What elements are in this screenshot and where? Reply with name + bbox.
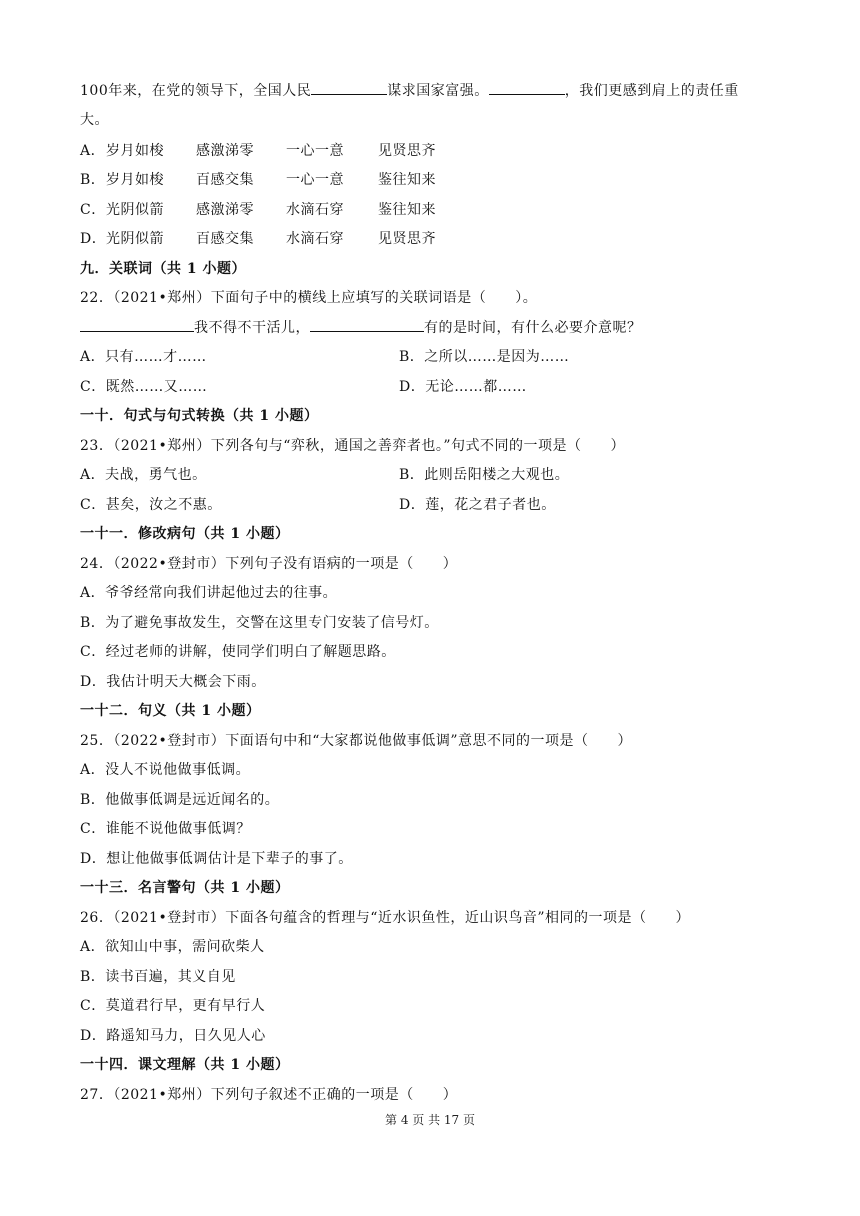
option-letter: B． [80, 172, 106, 188]
q23-options-row-1 [80, 466, 569, 484]
option-letter: A． [80, 143, 106, 159]
q21-option-d [80, 230, 436, 248]
q27-stem: 27．（2021•郑州）下列句子叙述不正确的一项是（ ） [80, 1087, 458, 1103]
q25-option-c: C．谁能不说他做事低调？ [80, 821, 251, 837]
option-item: 岁月如梭 [106, 172, 164, 188]
section-heading-13: 一十三．名言警句（共 1 小题） [80, 880, 290, 896]
q25-option-a: A．没人不说他做事低调。 [80, 762, 251, 778]
q24-option-a: A．爷爷经常向我们讲起他过去的往事。 [80, 585, 338, 601]
section-heading-11: 一十一．修改病句（共 1 小题） [80, 526, 290, 542]
q26-option-a: A．欲知山中事，需问砍柴人 [80, 939, 265, 955]
q26-option-b: B．读书百遍，其义自见 [80, 969, 236, 985]
option-item: 见贤思齐 [378, 143, 436, 159]
option-letter: D． [80, 231, 107, 247]
section-heading-14: 一十四．课文理解（共 1 小题） [80, 1057, 290, 1073]
q23-stem: 23．（2021•郑州）下列各句与“弈秋，通国之善弈者也。”句式不同的一项是（ ） [80, 438, 626, 454]
option-item: 鉴往知来 [378, 172, 436, 188]
q21-option-c [80, 201, 436, 219]
option-item: 一心一意 [286, 143, 344, 159]
q26-option-d: D．路遥知马力，日久见人心 [80, 1028, 266, 1044]
q24-option-c: C．经过老师的讲解，使同学们明白了解题思路。 [80, 644, 396, 660]
q25-option-d: D．想让他做事低调估计是下辈子的事了。 [80, 851, 353, 867]
option-item: 感激涕零 [196, 143, 254, 159]
q21-stem-line-2: 大。 [80, 112, 109, 128]
q23-options-row-2 [80, 496, 556, 514]
q25-option-b: B．他做事低调是远近闻名的。 [80, 792, 280, 808]
q22-sentence [80, 319, 642, 337]
option-item: 水滴石穿 [286, 202, 344, 218]
q22-options-row-2 [80, 378, 527, 396]
option-d: D．莲，花之君子者也。 [399, 497, 556, 513]
q21-stem-part-c: ，我们更感到肩上的责任重 [564, 83, 739, 99]
answer-blank [80, 319, 194, 332]
q26-stem: 26．（2021•登封市）下面各句蕴含的哲理与“近水识鱼性，近山识鸟音”相同的一项是（ ） [80, 910, 691, 926]
option-a: A．夫战，勇气也。 [80, 467, 207, 483]
option-item: 水滴石穿 [286, 231, 344, 247]
option-item: 一心一意 [286, 172, 344, 188]
option-b: B．之所以……是因为…… [399, 349, 570, 365]
q21-stem-part-a: 100年来，在党的领导下，全国人民 [80, 83, 312, 99]
section-heading-10: 一十．句式与句式转换（共 1 小题） [80, 408, 319, 424]
option-item: 光阴似箭 [106, 202, 164, 218]
q21-option-a [80, 142, 436, 160]
q24-option-d: D．我估计明天大概会下雨。 [80, 674, 266, 690]
option-b: B．此则岳阳楼之大观也。 [399, 467, 570, 483]
q22-sentence-part-a: 我不得不干活儿， [194, 320, 310, 336]
option-item: 见贤思齐 [378, 231, 436, 247]
page-footer: 第 4 页 共 17 页 [385, 1113, 475, 1127]
q21-option-b [80, 171, 436, 189]
section-heading-9: 九．关联词（共 1 小题） [80, 261, 246, 277]
option-item: 百感交集 [196, 172, 254, 188]
q25-stem: 25．（2022•登封市）下面语句中和“大家都说他做事低调”意思不同的一项是（ ） [80, 733, 633, 749]
q22-sentence-part-b: 有的是时间，有什么必要介意呢？ [424, 320, 642, 336]
option-c: C．甚矣，汝之不惠。 [80, 497, 222, 513]
q22-stem: 22．（2021•郑州）下面句子中的横线上应填写的关联词语是（ ）。 [80, 290, 538, 306]
option-item: 鉴往知来 [378, 202, 436, 218]
option-item: 感激涕零 [196, 202, 254, 218]
option-a: A．只有……才…… [80, 349, 207, 365]
answer-blank [310, 319, 424, 332]
option-item: 光阴似箭 [106, 231, 164, 247]
section-heading-12: 一十二．句义（共 1 小题） [80, 703, 261, 719]
option-c: C．既然……又…… [80, 379, 208, 395]
q22-options-row-1 [80, 348, 569, 366]
answer-blank [311, 82, 387, 95]
option-d: D．无论……都…… [399, 379, 527, 395]
option-letter: C． [80, 202, 106, 218]
option-item: 岁月如梭 [106, 143, 164, 159]
answer-blank [489, 82, 565, 95]
q26-option-c: C．莫道君行早，更有早行人 [80, 998, 266, 1014]
option-item: 百感交集 [196, 231, 254, 247]
q21-stem-line-1 [80, 82, 739, 100]
q21-stem-part-b: 谋求国家富强。 [387, 83, 489, 99]
q24-stem: 24．（2022•登封市）下列句子没有语病的一项是（ ） [80, 556, 458, 572]
q24-option-b: B．为了避免事故发生，交警在这里专门安装了信号灯。 [80, 615, 439, 631]
